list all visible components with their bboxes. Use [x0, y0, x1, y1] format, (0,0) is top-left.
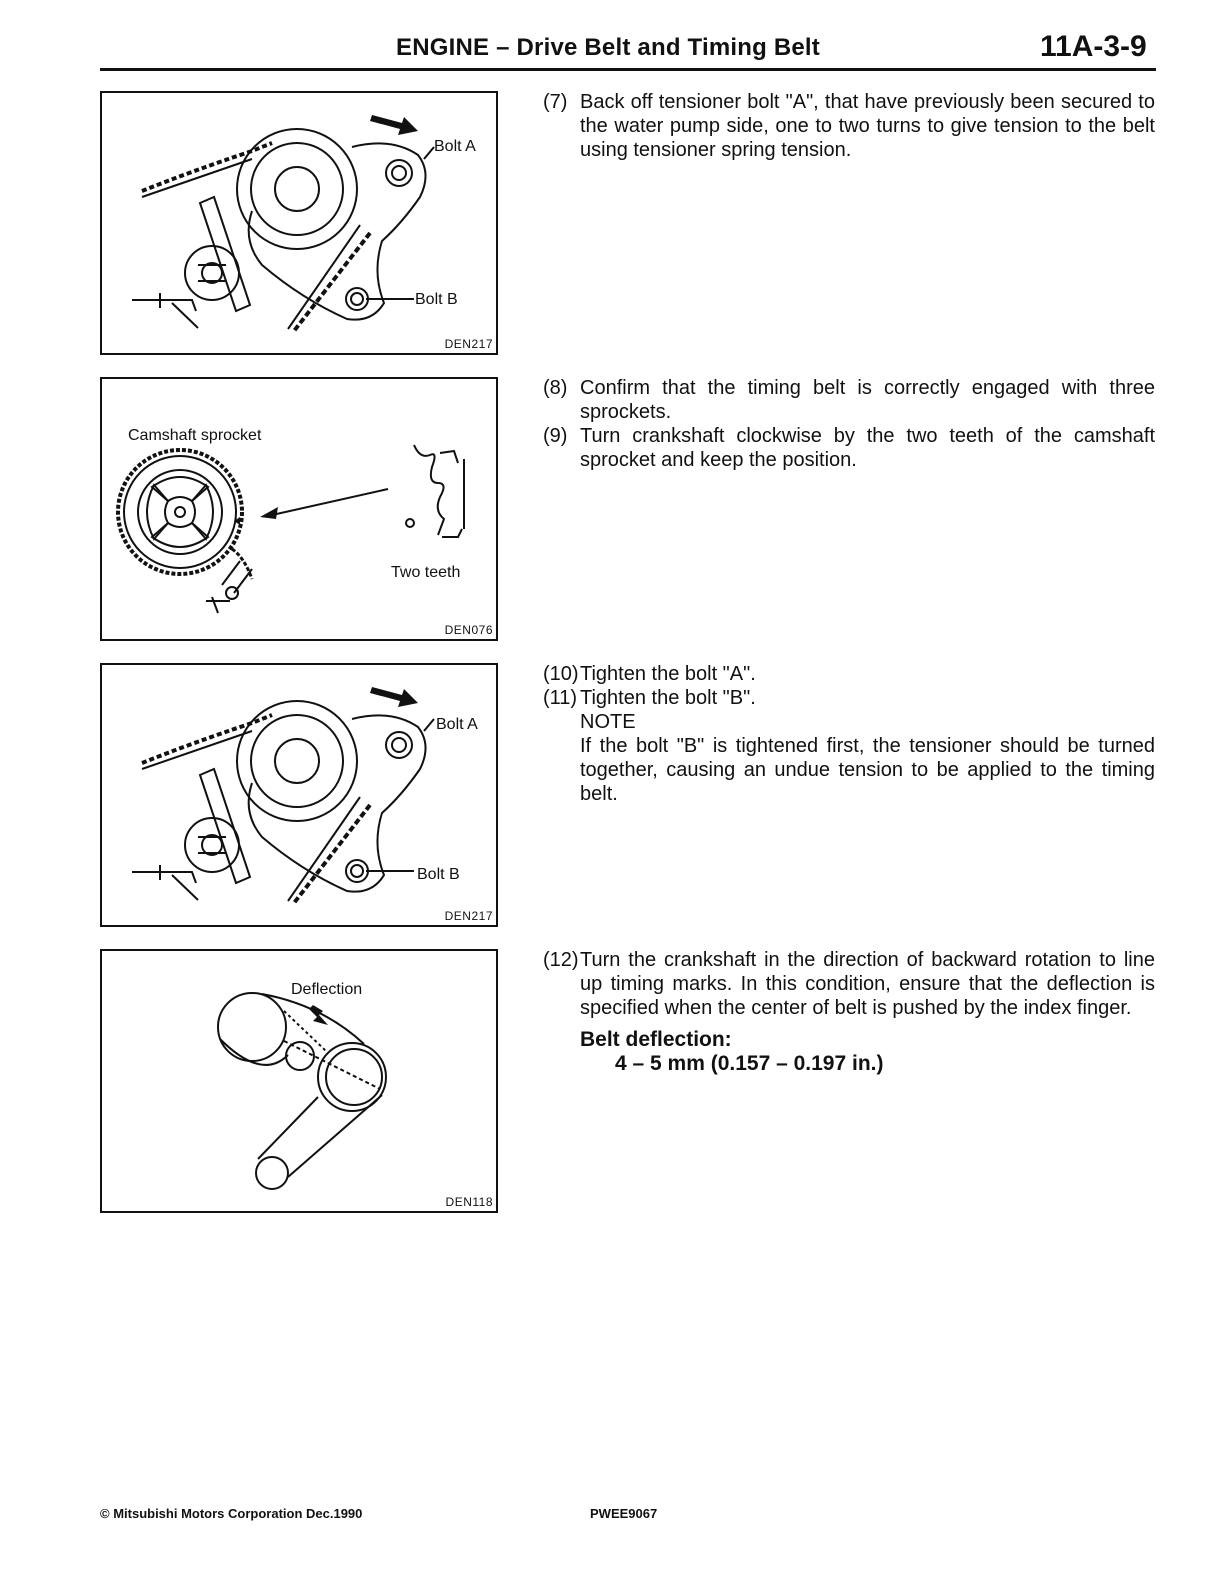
step-11: [543, 686, 1155, 710]
figure-code: DEN217: [444, 909, 493, 923]
figure-camshaft-sprocket: [100, 377, 498, 641]
step-number: (10): [543, 663, 579, 685]
footer-copyright: © Mitsubishi Motors Corporation Dec.1990: [100, 1506, 363, 1521]
step-7: [543, 90, 1155, 162]
step-text: Turn crankshaft clockwise by the two teeth of the camshaft sprocket and keep the position.: [580, 425, 1155, 471]
step-10: [543, 662, 1155, 686]
step-7-block: [543, 90, 1155, 162]
step-text: Tighten the bolt "A".: [580, 663, 756, 685]
camshaft-sprocket-illustration: [102, 379, 498, 641]
label-deflection: Deflection: [291, 981, 363, 998]
figure-tensioner-1: [100, 91, 498, 355]
steps-10-11-block: [543, 662, 1155, 806]
tensioner-illustration: [102, 93, 498, 355]
figure-code: DEN118: [445, 1195, 493, 1209]
step-9: [543, 424, 1155, 472]
steps-8-9-block: [543, 376, 1155, 472]
step-text: Confirm that the timing belt is correctly engaged with three sprockets.: [580, 377, 1155, 423]
spec-value: 4 – 5 mm (0.157 – 0.197 in.): [615, 1052, 884, 1075]
step-number: (12): [543, 949, 579, 971]
note-text: If the bolt "B" is tightened first, the tensioner should be turned together, causing an undue tension to be applied to the timing belt.: [580, 735, 1155, 805]
header-rule: [100, 68, 1156, 71]
figure-belt-deflection: [100, 949, 498, 1213]
tensioner-illustration: [102, 665, 498, 927]
footer-code: PWEE9067: [590, 1506, 658, 1521]
step-text: Turn the crankshaft in the direction of backward rotation to line up timing marks. In this condition, ensure that the deflection is specified when the center of belt is pushed by the index finger.: [580, 949, 1155, 1019]
page-title: ENGINE – Drive Belt and Timing Belt: [396, 34, 820, 61]
figure-code: DEN076: [444, 623, 493, 637]
step-text: Back off tensioner bolt "A", that have previously been secured to the water pump side, one to two turns to give tension to the belt using tensioner spring tension.: [580, 91, 1155, 161]
step-12-block: [543, 948, 1155, 1076]
figure-code: DEN217: [444, 337, 493, 351]
step-number: (7): [543, 91, 568, 113]
label-bolt-a: Bolt A: [434, 138, 476, 155]
figure-tensioner-2: [100, 663, 498, 927]
step-number: (8): [543, 377, 568, 399]
note-label: NOTE: [580, 711, 636, 733]
label-two-teeth: Two teeth: [391, 564, 461, 581]
step-8: [543, 376, 1155, 424]
label-bolt-b: Bolt B: [417, 866, 460, 883]
page-number: 11A-3-9: [1040, 30, 1147, 63]
step-number: (11): [543, 687, 578, 709]
spec-label: Belt deflection:: [580, 1028, 732, 1051]
label-bolt-b: Bolt B: [415, 291, 458, 308]
label-camshaft-sprocket: Camshaft sprocket: [128, 427, 262, 444]
step-12: [543, 948, 1155, 1020]
step-number: (9): [543, 425, 568, 447]
step-text: Tighten the bolt "B".: [580, 687, 756, 709]
label-bolt-a: Bolt A: [436, 716, 478, 733]
